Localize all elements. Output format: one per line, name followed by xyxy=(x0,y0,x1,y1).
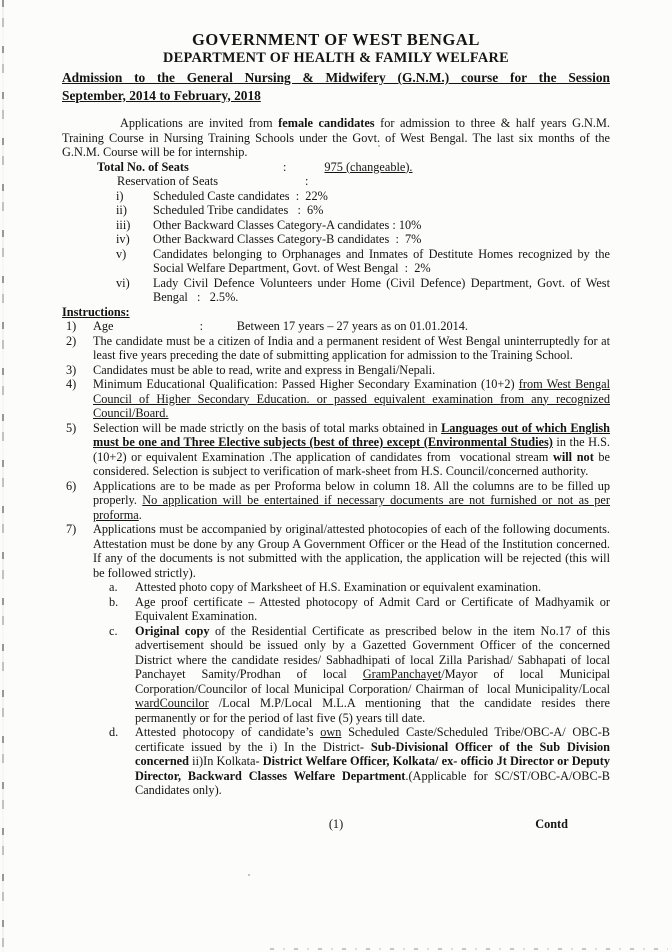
reservation-item-vi xyxy=(62,276,610,305)
scan-artifact-bottom-specks xyxy=(270,948,668,950)
total-seats-label: Total No. of Seats xyxy=(97,159,189,174)
reservation-item-number: v) xyxy=(116,246,127,261)
instruction-number: 7) xyxy=(66,522,77,536)
intro-paragraph: Applications are invited from female candidates for admission to three & half years G.N.M. Training Course in Nursing Training Schools under the Govt. of West Bengal. The last six months of the G.N.M. Course will be for internship. xyxy=(62,116,610,159)
sub-item-letter: d. xyxy=(109,725,119,739)
document-sub-item-a xyxy=(109,580,610,595)
instruction-text: Selection will be made strictly on the basis of total marks obtained in Languages out of which English must be one and Three Elective subjects (best of three) except (Environmental Studies) in the H.S.(10+2) or equivalent Examination .The application of candidates from vocational stream will not be considered. Selection is subject to verification of mark-sheet from H.S. Council/concerned authority. xyxy=(93,420,611,478)
sub-item-text: Original copy of the Residential Certificate as prescribed below in the item No.17 of this advertisement should be issued only by a Gazetted Government Officer of the concerned District where the candidate resides/ Sabhadhipati of local Zilla Parishad/ Sabhapati of local Panchayet Samity/Prodhan of local GramPanchayet/Mayor of local Municipal Corporation/Councilor of local Municipal Corporation/ Chairman of local Municipality/Local wardCouncilor /Local M.P/Local M.L.A mentioning that the candidate resides there permanently or for the period of last five (5) years till date. xyxy=(135,623,611,725)
instruction-text: Applications must be accompanied by original/attested photocopies of each of the following documents. Attestation must be done by any Group A Government Officer or the Head of the Institution concerned. If any of the documents is not submitted with the application, the application will be rejected (this will be followed strictly). xyxy=(93,522,610,580)
instruction-number: 6) xyxy=(66,478,77,493)
sub-item-text: Attested photo copy of Marksheet of H.S. Examination or equivalent examination. xyxy=(135,580,542,594)
document-sub-item-c xyxy=(109,624,610,726)
reservation-row xyxy=(62,174,610,189)
scan-artifact-speck xyxy=(248,874,250,876)
instructions-heading: Instructions: xyxy=(62,304,130,319)
page-footer xyxy=(62,817,610,832)
instruction-text: Age : Between 17 years – 27 years as on 01.01.2014. xyxy=(93,319,468,333)
reservation-item-iii xyxy=(62,218,610,233)
reservation-label: Reservation of Seats xyxy=(117,174,219,188)
sub-item-text: Age proof certificate – Attested photocopy of Admit Card or Certificate of Madhyamik or Equivalent Examination. xyxy=(135,594,610,623)
reservation-item-i xyxy=(62,189,610,204)
page-number: (1) xyxy=(328,816,344,831)
reservation-item-number: vi) xyxy=(116,275,130,290)
instruction-item-6 xyxy=(62,479,610,523)
reservation-item-number: i) xyxy=(116,188,124,203)
instruction-item-2 xyxy=(62,334,610,363)
sub-item-text: Attested photocopy of candidate’s own Scheduled Caste/Scheduled Tribe/OBC-A/ OBC-B certificate issued by the i) In the District- Sub-Divisional Officer of the Sub Division concerned ii)In Kolkata- District Welfare Officer, Kolkata/ ex- officio Jt Director or Deputy Director, Backward Classes Welfare Department.(Applicable for SC/ST/OBC-A/OBC-B Candidates only). xyxy=(135,725,610,797)
instruction-text: Minimum Educational Qualification: Passed Higher Secondary Examination (10+2) from West Bengal Council of Higher Secondary Education. or passed equivalent examination from any recognized Council/Board. xyxy=(93,377,610,420)
sub-item-letter: a. xyxy=(109,580,118,594)
reservation-item-number: ii) xyxy=(116,203,127,217)
reservation-item-ii xyxy=(62,203,610,218)
reservation-item-v xyxy=(62,247,610,276)
reservation-item-number: iv) xyxy=(116,232,130,246)
reservation-item-text: Other Backward Classes Category-B candidates : 7% xyxy=(153,232,422,246)
reservation-item-number: iii) xyxy=(116,217,131,232)
instruction-number: 5) xyxy=(66,420,77,435)
subject-line-2: September, 2014 to February, 2018 xyxy=(62,87,261,103)
instruction-item-1 xyxy=(62,319,610,334)
instruction-number: 1) xyxy=(66,319,77,333)
instruction-text: Candidates must be able to read, write and express in Bengali/Nepali. xyxy=(93,362,436,377)
department-title: DEPARTMENT OF HEALTH & FAMILY WELFARE xyxy=(163,50,509,66)
sub-item-letter: c. xyxy=(109,623,118,638)
reservation-item-text: Candidates belonging to Orphanages and Inmates of Destitute Homes recognized by the Social Welfare Department, Govt. of West Bengal : 2% xyxy=(153,246,610,275)
reservation-colon: : xyxy=(305,174,309,188)
subject-line-1: Admission to the General Nursing & Midwifery (G.N.M.) course for the Session xyxy=(62,70,610,85)
instruction-text: Applications are to be made as per Proforma below in column 18. All the columns are to be filled up properly. No application will be entertained if necessary documents are not furnished or not as per proforma. xyxy=(93,478,610,522)
instruction-number: 3) xyxy=(66,362,77,377)
reservation-item-text: Scheduled Caste candidates : 22% xyxy=(153,188,328,203)
total-seats-value: 975 (changeable). xyxy=(324,159,413,174)
instruction-item-4 xyxy=(62,377,610,421)
document-sub-item-d xyxy=(109,725,610,798)
instruction-number: 4) xyxy=(66,377,77,391)
contd-label: Contd xyxy=(535,816,568,831)
instruction-item-5 xyxy=(62,421,610,479)
reservation-item-iv xyxy=(62,232,610,247)
instruction-number: 2) xyxy=(66,333,77,348)
instruction-item-7 xyxy=(62,522,610,580)
sub-item-letter: b. xyxy=(109,594,119,609)
reservation-item-text: Scheduled Tribe candidates : 6% xyxy=(153,203,324,217)
total-seats-colon: : xyxy=(283,159,287,174)
total-seats-row xyxy=(62,160,610,175)
instruction-text: The candidate must be a citizen of India and a permanent resident of West Bengal uninterruptedly for at least five years preceding the date of submitting application for admission to the Training School. xyxy=(93,333,610,362)
reservation-item-text: Other Backward Classes Category-A candidates : 10% xyxy=(153,217,422,232)
org-title: GOVERNMENT OF WEST BENGAL xyxy=(191,30,481,49)
document-sub-item-b xyxy=(109,595,610,624)
instruction-item-3 xyxy=(62,363,610,378)
subject-line-2-wrap xyxy=(62,87,610,106)
reservation-item-text: Lady Civil Defence Volunteers under Home (Civil Defence) Department, Govt. of West Bengal : 2.5%. xyxy=(153,275,610,304)
